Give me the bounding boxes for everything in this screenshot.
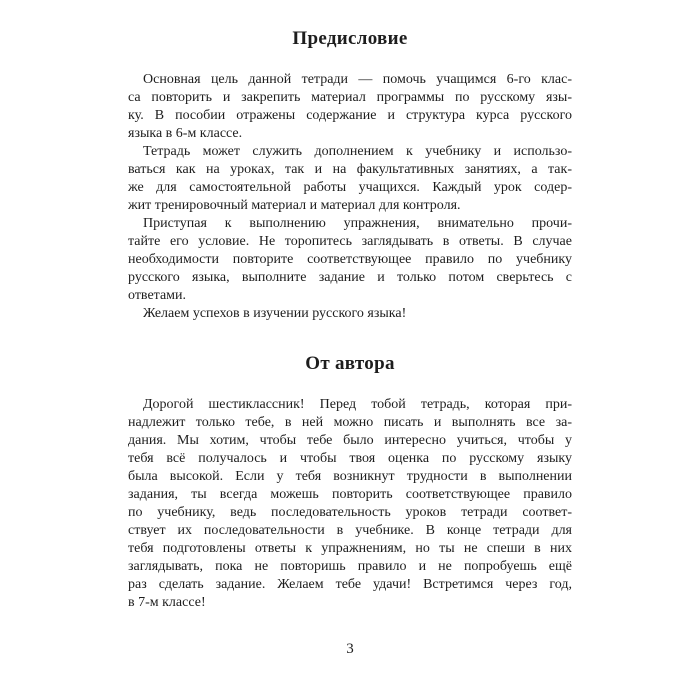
section-title: Предисловие: [292, 28, 408, 49]
text-line: ответами.: [128, 288, 187, 303]
text-line: задания, ты всегда можешь повторить соответствующее правило: [128, 487, 572, 502]
text-line: Тетрадь может служить дополнением к учебнику и использо-: [143, 144, 572, 159]
page-number: 3: [346, 641, 354, 657]
text-line: тебя подготовлены ответы к упражнениям, но ты не спеши в них: [128, 541, 572, 556]
section: [128, 26, 572, 323]
section-body: [128, 71, 572, 323]
text-line: же для самостоятельной работы учащихся. Каждый урок содер-: [128, 180, 572, 195]
section-title: От автора: [305, 353, 395, 374]
text-line: Приступая к выполнению упражнения, внимательно прочи-: [143, 216, 572, 231]
text-line: заглядывать, пока не повторишь правило и не попробуешь ещё: [128, 559, 572, 574]
text-line: Дорогой шестиклассник! Перед тобой тетрадь, которая при-: [143, 397, 572, 412]
text-line: жит тренировочный материал и материал для контроля.: [128, 198, 461, 213]
text-line: необходимости повторите соответствующее правило по учебнику: [128, 252, 572, 267]
text-line: русского языка, выполните задание и только потом сверьтесь с: [128, 270, 572, 285]
text-line: ствует их последовательности в учебнике. В конце тетради для: [128, 523, 572, 538]
section: [128, 351, 572, 612]
text-line: надлежит только тебе, в ней можно писать и выполнять все за-: [128, 415, 572, 430]
text-line: тайте его условие. Не торопитесь заглядывать в ответы. В случае: [128, 234, 572, 249]
text-line: по учебнику, ведь последовательность уроков тетради соответ-: [128, 505, 572, 520]
text-line: Желаем успехов в изучении русского языка!: [143, 306, 407, 321]
section-body: [128, 396, 572, 612]
text-line: раз сделать задание. Желаем тебе удачи! Встретимся через год,: [128, 577, 572, 592]
text-line: ваться как на уроках, так и на факультативных занятиях, а так-: [128, 162, 572, 177]
text-line: ку. В пособии отражены содержание и структура курса русского: [128, 108, 572, 123]
text-line: дания. Мы хотим, чтобы тебе было интересно учиться, чтобы у: [128, 433, 572, 448]
text-line: языка в 6-м классе.: [128, 126, 243, 141]
text-line: тебя всё получалось и чтобы твоя оценка по русскому языку: [128, 451, 572, 466]
text-line: Основная цель данной тетради — помочь учащимся 6-го клас-: [143, 72, 572, 87]
text-line: са повторить и закрепить материал программы по русскому язы-: [128, 90, 572, 105]
text-line: в 7-м классе!: [128, 595, 206, 610]
text-line: была высокой. Если у тебя возникнут трудности в выполнении: [128, 469, 572, 484]
